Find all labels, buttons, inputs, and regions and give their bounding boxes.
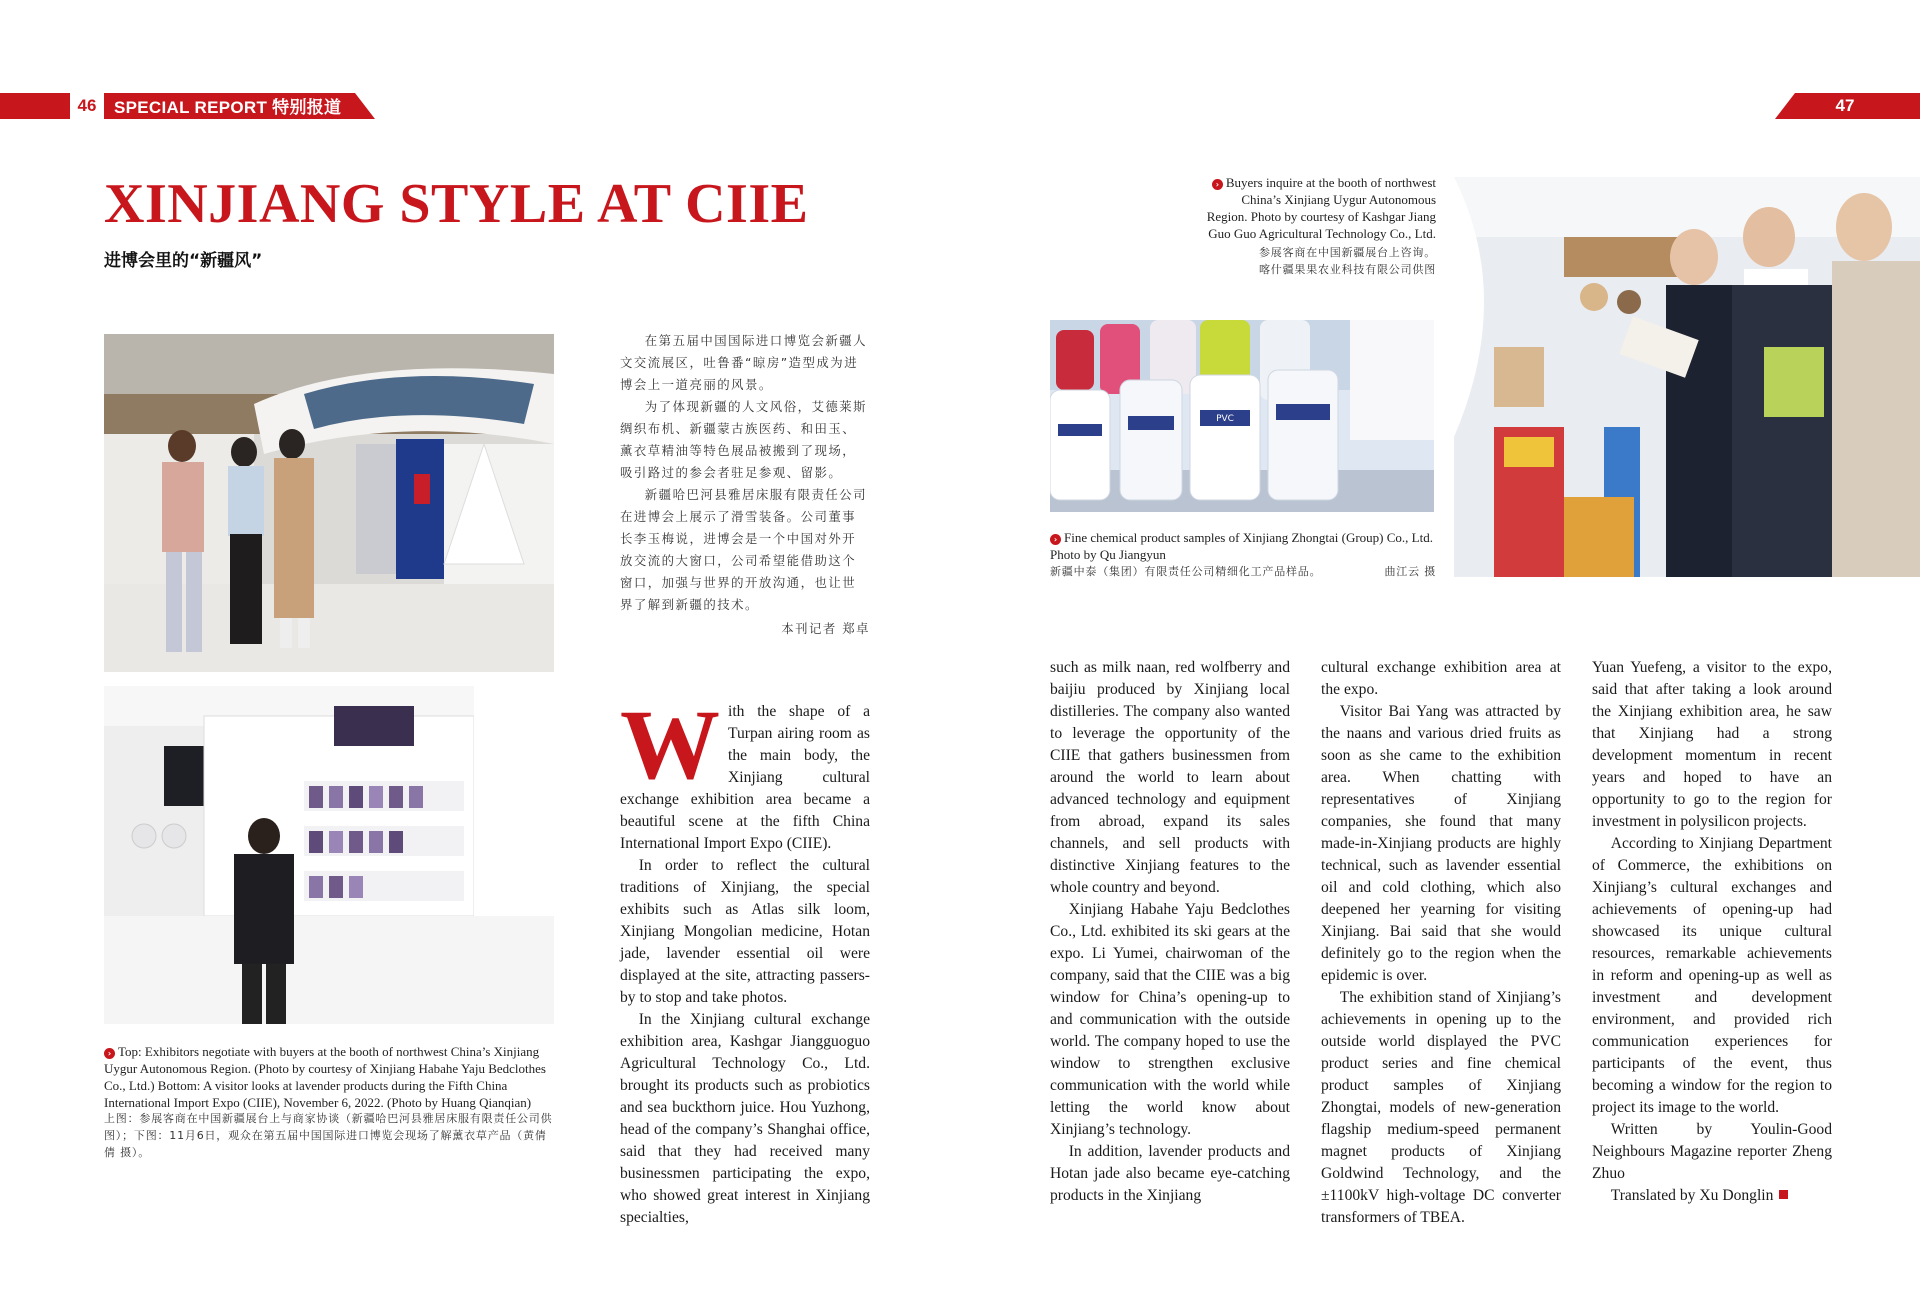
body-paragraph: such as milk naan, red wolfberry and baijiu produced by Xinjiang local distilleries. The company also wanted to leverage the opportunity of the CIIE that gathers businessmen from around the world to learn about advanced technology and equipment from abroad, expand its sales channels, and sell products with distinctive Xinjiang features to the whole country and beyond.: [1050, 659, 1290, 896]
section-label: SPECIAL REPORT 特别报道: [114, 98, 342, 117]
body-paragraph: cultural exchange exhibition area at the expo.: [1321, 659, 1561, 698]
body-paragraph: In order to reflect the cultural traditions of Xinjiang, the special exhibits such as Atlas silk loom, Xinjiang Mongolian medicine, Hotan jade, lavender essential oil were displayed at the site, attracting passers-by to stop and take photos.: [620, 857, 870, 1006]
caption-photos-left-en: Top: Exhibitors negotiate with buyers at the booth of northwest China’s Xinjiang Uygur Autonomous Region. (Photo by courtesy of Xinjiang Habahe Yaju Bedclothes Co., Ltd.) Bottom: A visitor looks at lavender products during the Fifth China International Import Expo (CIIE), November 6, 2022. (Photo by Huang Qianqian): [104, 1044, 546, 1110]
body-column-2: [1050, 657, 1290, 1207]
article-title: XINJIANG STYLE AT CIIE: [104, 173, 809, 235]
caption-chemical: [1050, 529, 1436, 563]
caption-arrow-icon: ›: [104, 1048, 115, 1059]
body-paragraph: In addition, lavender products and Hotan jade also became eye-catching products in the Xinjiang: [1050, 1143, 1290, 1204]
body-column-3: [1321, 657, 1561, 1229]
body-column-4: [1592, 657, 1832, 1207]
caption-arrow-icon: ›: [1050, 534, 1061, 545]
caption-photos-left: [104, 1043, 554, 1111]
caption-buyers-cn: [1170, 244, 1436, 278]
article-subtitle-cn: 进博会里的“新疆风”: [104, 251, 263, 271]
body-paragraph: Visitor Bai Yang was attracted by the naans and various dried fruits as soon as she came to the exhibition area. When chatting with representatives of Xinjiang companies, she found that many made-in-Xinjiang products are highly technical, such as lavender essential oil and cold clothing, which also deepened her yearning for visiting Xinjiang. Bai said that she would definitely go to the region when the epidemic is over.: [1321, 703, 1561, 984]
intro-cn-byline: 本刊记者 郑卓: [781, 621, 870, 636]
translator-credit: [1592, 1185, 1832, 1207]
dropcap: W: [620, 689, 720, 800]
intro-cn-paragraph: 为了体现新疆的人文风俗，艾德莱斯绸织布机、新疆蒙古族医药、和田玉、薰衣草精油等特色展品被搬到了现场，吸引路过的参会者驻足参观、留影。: [620, 399, 868, 480]
author-credit: Written by Youlin-Good Neighbours Magazine reporter Zheng Zhuo: [1592, 1121, 1832, 1182]
body-paragraph: According to Xinjiang Department of Commerce, the exhibitions on Xinjiang’s cultural exchanges and achievements of opening-up had showcased its unique cultural resources, remarkable achievements in reform and opening-up as well as investment and development environment, and provided rich communication experiences for participants of the event, thus becoming a window for the region to project its image to the world.: [1592, 835, 1832, 1116]
photo-buyers-inquire: [1454, 177, 1920, 577]
photo-chemical-samples: [1050, 320, 1434, 512]
body-column-1: [620, 689, 870, 1229]
photo-lavender-visitor: [104, 686, 554, 1024]
caption-chemical-en: Fine chemical product samples of Xinjiang Zhongtai (Group) Co., Ltd. Photo by Qu Jiangyun: [1050, 530, 1433, 562]
body-paragraph: ith the shape of a Turpan airing room as the main body, the Xinjiang cultural exchange exhibition area became a beautiful scene at the fifth China International Import Expo (CIIE).: [620, 703, 870, 852]
caption-arrow-icon: ›: [1212, 179, 1223, 190]
right-page-header: [1775, 93, 1920, 119]
caption-buyers: [1204, 174, 1436, 242]
caption-buyers-cn-line1: 参展客商在中国新疆展台上咨询。: [1259, 246, 1436, 259]
translator-credit-text: Translated by Xu Donglin: [1610, 1187, 1774, 1204]
intro-cn: [620, 330, 870, 640]
right-page-number: 47: [1835, 96, 1855, 115]
left-page-header: [0, 93, 375, 119]
caption-chemical-cn-text: 新疆中泰（集团）有限责任公司精细化工产品样品。: [1050, 565, 1322, 578]
body-paragraph: Xinjiang Habahe Yaju Bedclothes Co., Ltd. exhibited its ski gears at the expo. Li Yumei, chairwoman of the company, said that the CIIE was a big window for China’s opening-up to and communication with the outside world. The company hoped to use the window to strengthen exclusive communication with the world while letting the world know about Xinjiang’s technology.: [1050, 901, 1290, 1138]
body-paragraph: Yuan Yuefeng, a visitor to the expo, said that after taking a look around the Xinjiang exhibition area, he saw that Xinjiang had a strong development momentum in recent years and hoped to have an opportunity to go to the region for investment in polysilicon projects.: [1592, 659, 1832, 830]
bottle-label-pvc: PVC: [1216, 414, 1234, 424]
body-paragraph: In the Xinjiang cultural exchange exhibition area, Kashgar Jiangguoguo Agricultural Technology Co., Ltd. brought its products such as probiotics and sea buckthorn juice. Hou Yuzhong, head of the company’s Shanghai office, said that they had received many businessmen participating the expo, who showed great interest in Xinjiang specialties,: [620, 1011, 870, 1226]
caption-photos-left-cn: 上图：参展客商在中国新疆展台上与商家协谈（新疆哈巴河县雅居床服有限责任公司供图）；下图：11月6日，观众在第五届中国国际进口博览会现场了解薰衣草产品（黄倩倩 摄）。: [104, 1112, 553, 1159]
end-mark-icon: [1779, 1190, 1788, 1199]
caption-buyers-cn-line2: 喀什疆果果农业科技有限公司供图: [1259, 263, 1436, 276]
intro-cn-paragraph: 在第五届中国国际进口博览会新疆人文交流展区，吐鲁番“晾房”造型成为进博会上一道亮丽的风景。: [620, 333, 868, 392]
caption-buyers-en: Buyers inquire at the booth of northwest China’s Xinjiang Uygur Autonomous Region. Photo by courtesy of Kashgar Jiang Guo Guo Agricultural Technology Co., Ltd.: [1206, 175, 1436, 241]
body-paragraph: The exhibition stand of Xinjiang’s achievements in opening up to the outside world displayed the PVC product series and fine chemical product samples of Xinjiang Zhongtai, models of new-generation flagship medium-speed permanent magnet products of Xinjiang Goldwind Technology, and the ±1100kV high-voltage DC converter transformers of TBEA.: [1321, 989, 1561, 1226]
caption-chemical-cn: [1050, 563, 1436, 580]
left-page-number: 46: [70, 93, 104, 119]
intro-cn-paragraph: 新疆哈巴河县雅居床服有限责任公司在进博会上展示了滑雪装备。公司董事长李玉梅说，进博会是一个中国对外开放交流的大窗口，公司希望能借助这个窗口，加强与世界的开放沟通，也让世界了解到新疆的技术。: [620, 487, 868, 612]
photo-exhibitors-negotiate: [104, 334, 554, 672]
caption-chemical-cn-credit: 曲江云 摄: [1384, 565, 1436, 578]
